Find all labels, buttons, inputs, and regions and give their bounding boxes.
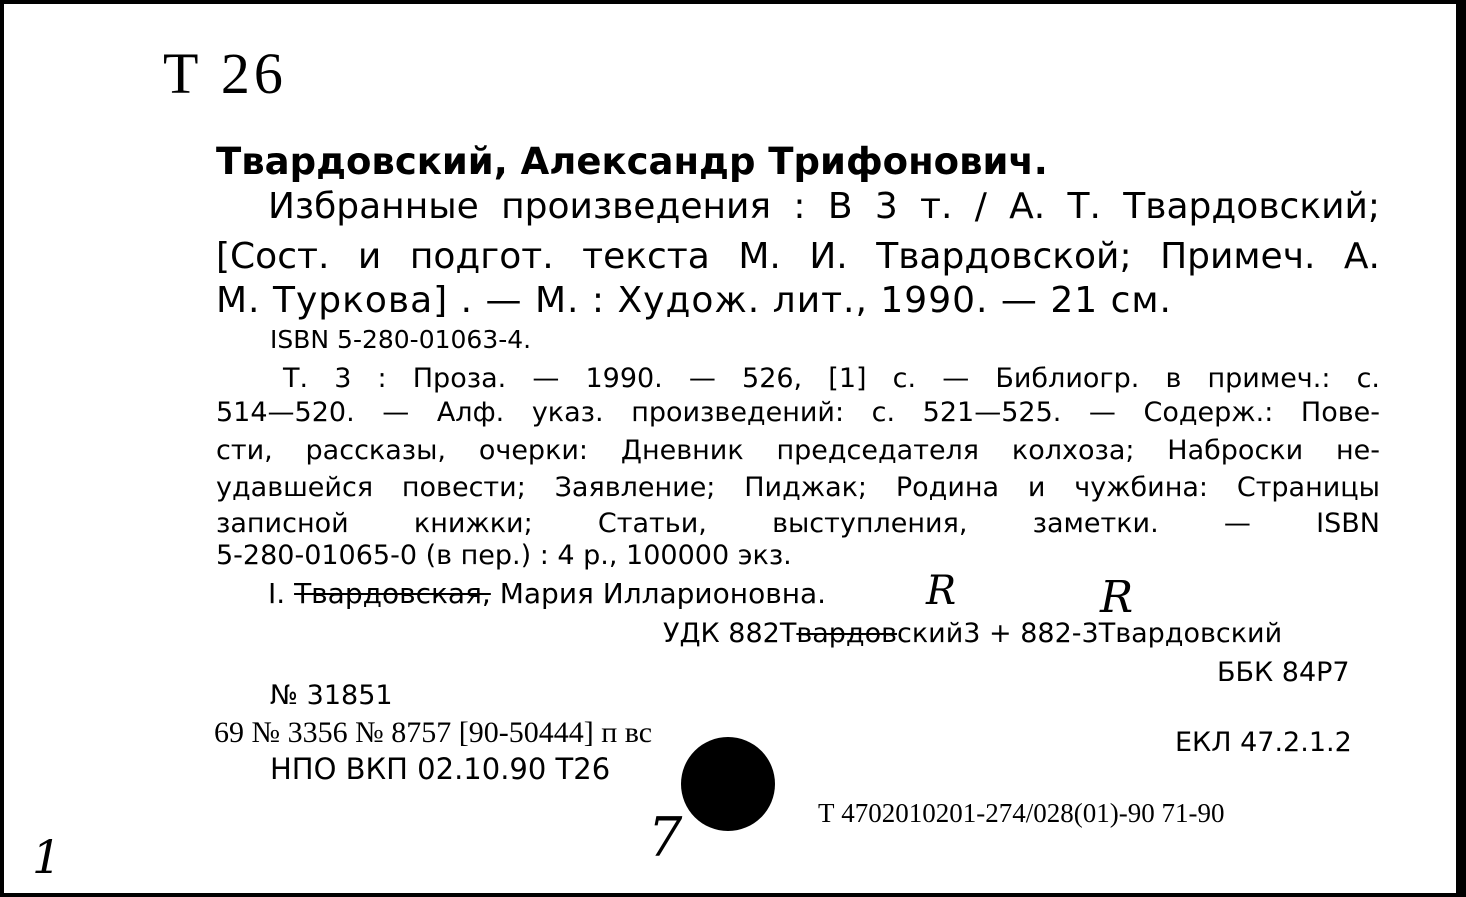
handwritten-1: 1	[32, 830, 62, 884]
handwritten-7: 7	[648, 806, 683, 869]
handwritten-r-2: R	[1100, 572, 1134, 623]
udk-rest: ский3 + 882-3Твардовский	[897, 618, 1283, 649]
shelfmark: Т 26	[163, 41, 287, 106]
order-line: 69 № 3356 № 8757 [90-50444] п вс	[214, 716, 653, 749]
volume-line-1: Т. 3 : Проза. — 1990. — 526, [1] с. — Библиогр. в примеч.: с.	[283, 363, 1380, 394]
volume-line-5: записной книжки; Статьи, выступления, заметки. — ISBN	[216, 508, 1380, 539]
added-entry-name: Мария Илларионовна.	[499, 577, 827, 610]
added-entry-struck: Твардовская,	[294, 577, 491, 610]
udk-struck: вардов	[796, 618, 898, 649]
heading-author: Твардовский, Александр Трифонович.	[216, 140, 1048, 183]
title-line-1: Избранные произведения : В 3 т. / А. Т. Твардовский;	[268, 186, 1380, 227]
bbk: ББК 84Р7	[1217, 657, 1350, 688]
isbn-set: ISBN 5-280-01063-4.	[270, 325, 532, 354]
handwritten-r-1: R	[926, 568, 957, 614]
punch-hole	[681, 737, 775, 831]
title-line-3: М. Туркова] . — М. : Худож. лит., 1990. — 21 см.	[216, 280, 1172, 321]
classification-code: Т 4702010201-274/028(01)-90 71-90	[818, 798, 1225, 828]
record-number: № 31851	[270, 680, 393, 711]
volume-line-3: сти, рассказы, очерки: Дневник председателя колхоза; Наброски не-	[216, 435, 1380, 466]
volume-line-2: 514—520. — Алф. указ. произведений: с. 521—525. — Содерж.: Пове-	[216, 397, 1380, 428]
volume-line-6: 5-280-01065-0 (в пер.) : 4 р., 100000 экз.	[216, 540, 792, 571]
npo-line: НПО ВКП 02.10.90 Т26	[270, 752, 611, 786]
added-entry	[268, 577, 826, 610]
added-entry-prefix: I.	[268, 577, 286, 610]
udk-prefix: УДК 882Т	[663, 618, 797, 649]
volume-line-4: удавшейся повести; Заявление; Пиджак; Родина и чужбина: Страницы	[216, 472, 1380, 503]
udk-line	[663, 618, 1282, 649]
ekl: ЕКЛ 47.2.1.2	[1175, 727, 1352, 758]
title-line-2: [Сост. и подгот. текста М. И. Твардовской; Примеч. А.	[216, 236, 1380, 277]
